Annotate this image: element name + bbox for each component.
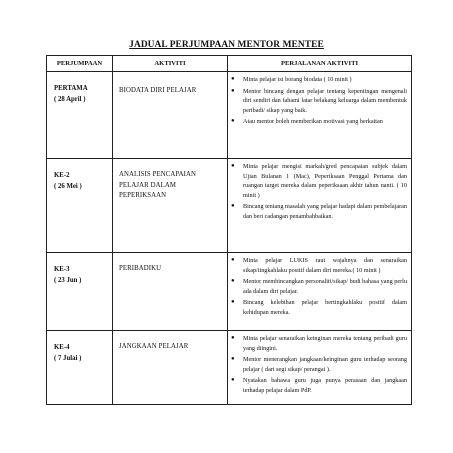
list-item: ● Atau mentor boleh memberikan motivasi yang berkaitan [231,118,383,125]
list-item: ● Minta pelajar isi borang biodata ( 10 minit ) [231,76,352,83]
meeting-label: PERTAMA [54,85,88,92]
header-progress: PERJALANAN AKTIVITI [228,56,412,72]
meeting-cell [47,72,113,159]
bullet-icon: ● [231,257,235,263]
table-row [47,253,412,331]
activity-cell [113,72,228,159]
meeting-date: ( 26 Mei ) [54,183,82,190]
bullet-icon: ● [231,377,235,383]
bullet-icon: ● [231,118,235,124]
activity-cell [113,159,228,253]
list-item: ● Mentor bincang dengan pelajar tentang kepentingan mengenali diri sendiri dan fahami latar belakang keluarga dalam membentuk peribadi/ sikap yang baik. [231,87,407,114]
bullet-icon: ● [231,163,235,169]
meeting-cell [47,331,113,405]
list-item: ● Mentor menerangkan jangkaan/keinginan guru terhadap seorang pelajar ( dari segi sikap/ perangai ). [231,356,407,373]
list-item: ● Minta pelajar LUKIS raut wajahnya dan senaraikan sikap/tingkahlaku positif dalam diri mereka.( 10 minit ) [231,257,407,274]
bullet-icon: ● [231,299,235,305]
page-title: JADUAL PERJUMPAAN MENTOR MENTEE [129,40,324,50]
table-row [47,72,412,159]
meeting-label: KE-4 [54,344,70,351]
table-header-row [47,56,412,72]
meeting-schedule-table [46,55,412,405]
activity-cell [113,253,228,331]
activity-cell [113,331,228,405]
meeting-cell [47,253,113,331]
meeting-date: ( 23 Jun ) [54,277,82,284]
list-item: ● Bincang kelebihan pelajar bertingkahlaku positif dalam kehidupan mereka. [231,299,407,316]
bullet-icon: ● [231,278,235,284]
bullet-icon: ● [231,335,235,341]
meeting-label: KE-3 [54,266,70,273]
header-meeting: PERJUMPAAN [47,56,113,72]
progress-cell [228,159,412,253]
bullet-icon: ● [231,76,235,82]
list-item: ● Minta pelajar senaraikan keinginan mereka tentang peribadi guru yang diingini. [231,335,407,352]
table-row [47,331,412,405]
progress-list [228,253,411,317]
meeting-date: ( 7 Julai ) [54,355,82,362]
activity-name: PERIBADIKU [119,265,162,272]
list-item: ● Mentor membincangkan personaliti/sikap/ budi bahasa yang perlu ada dalam diri pelajar. [231,278,407,295]
bullet-icon: ● [231,356,235,362]
progress-list [228,331,411,395]
activity-name: JANGKAAN PELAJAR [119,343,189,350]
list-item: ● Minta pelajar mengisi markah/gred pencapaian subjek dalam Ujian Bulanan 1 (Mac), Peperiksaan Penggal Pertama dan ruangan target mereka dalam peperiksaan akhir tahun nanti. ( 10 minit ) [231,163,407,199]
bullet-icon: ● [231,203,235,209]
list-item: ● Bincang tentang masalah yang pelajar hadapi dalam pembelajaran dan beri cadangan penambahbaikan. [231,203,407,220]
progress-list [228,72,411,127]
meeting-cell [47,159,113,253]
progress-list [228,159,411,221]
progress-cell [228,331,412,405]
progress-cell [228,253,412,331]
bullet-icon: ● [231,87,235,94]
progress-cell [228,72,412,159]
meeting-label: KE-2 [54,172,70,179]
meeting-date: ( 28 April ) [54,96,86,103]
activity-name: ANALISIS PENCAPAIAN PELAJAR DALAM PEPERIKSAAN [119,171,196,199]
list-item: ● Nyatakan bahawa guru juga punya perasaan dan jangkaan terhadap pelajar dalam PdP. [231,377,407,394]
activity-name: BIODATA DIRI PELAJAR [119,87,197,94]
header-activity: AKTIVITI [113,56,228,72]
table-row [47,159,412,253]
